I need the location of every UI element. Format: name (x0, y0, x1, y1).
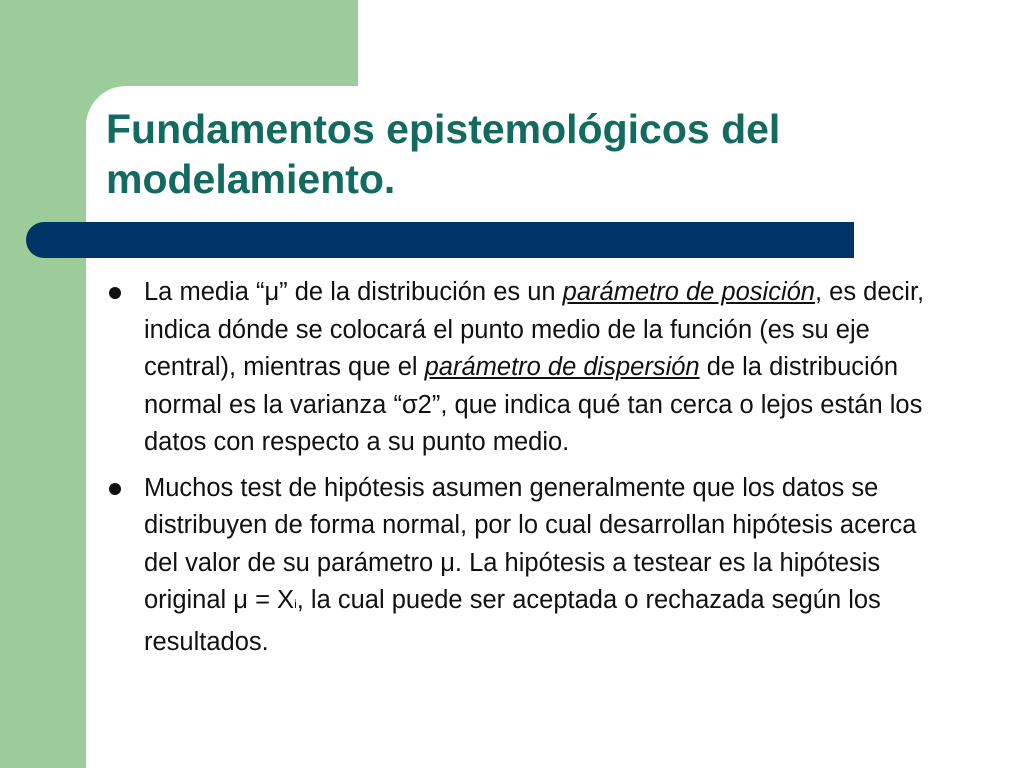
bullet-2-text-b: , la cual puede ser aceptada o rechazada según los resultados. (144, 586, 881, 656)
decorative-green-left-strip (0, 0, 86, 768)
bullet-1-text-a: La media “μ” de la distribución es un (144, 278, 563, 306)
bullet-dot-icon (109, 483, 121, 495)
bullet-1-text-b: , es decir, indica dónde se colocará el punto medio de la función (es su eje central), mientras que el (144, 278, 925, 381)
bullet-1-text-c: de la distribución normal es la varianza “σ2”, que indica qué tan cerca o lejos están los datos con respecto a su punto medio. (144, 353, 923, 456)
bullet-item-1 (104, 274, 934, 462)
bullet-2-text-a: Muchos test de hipótesis asumen generalmente que los datos se distribuyen de forma normal, por lo cual desarrollan hipótesis acerca del valor de su parámetro μ. La hipótesis a testear es la hipótesis original μ = X (144, 473, 917, 614)
slide-title: Fundamentos epistemológicos del modelamiento. (106, 106, 781, 202)
decorative-title-underline-bar (26, 222, 854, 258)
term-position-parameter: parámetro de posición (562, 278, 815, 306)
bullet-list (104, 274, 934, 661)
term-dispersion-parameter: parámetro de dispersión (424, 353, 700, 381)
bullet-item-2 (104, 470, 934, 662)
subscript-i: i (294, 597, 297, 611)
bullet-dot-icon (109, 287, 121, 299)
